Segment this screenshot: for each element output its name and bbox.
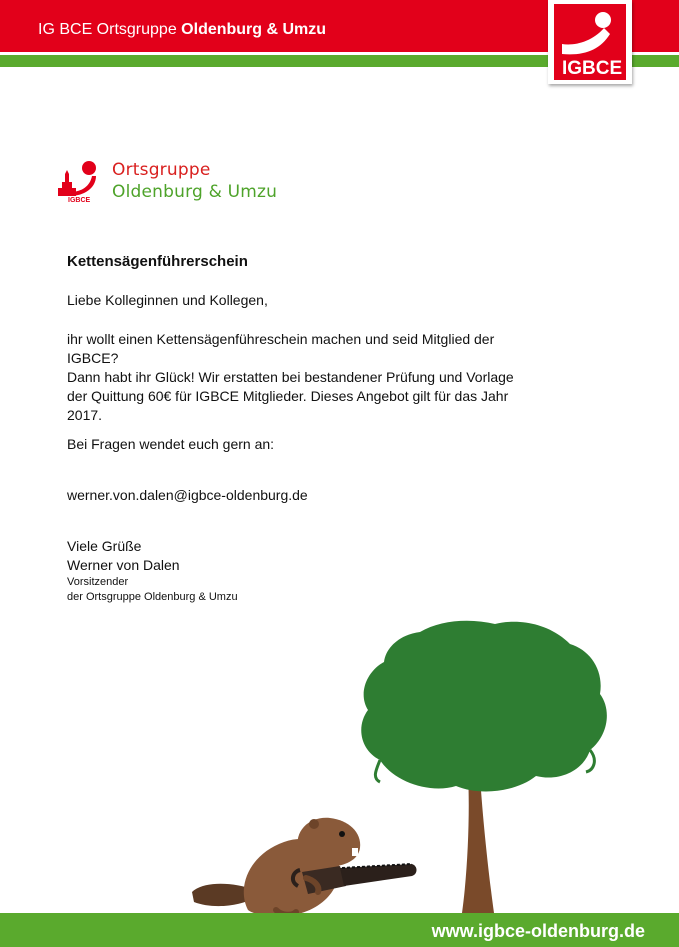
letter-greeting: Liebe Kolleginnen und Kollegen, — [67, 292, 268, 308]
letter-line: ihr wollt einen Kettensägenführeschein machen und seid Mitglied der — [67, 331, 495, 347]
local-group-logo — [56, 158, 296, 208]
letter-questions: Bei Fragen wendet euch gern an: — [67, 436, 275, 452]
closing-text: Viele Grüße — [67, 538, 142, 554]
illustration — [180, 610, 620, 920]
local-group-name-line1: Ortsgruppe — [112, 160, 211, 180]
letter-line: 2017. — [67, 407, 103, 423]
header-title-prefix: IG BCE Ortsgruppe — [38, 21, 177, 38]
signer-name: Werner von Dalen — [67, 557, 180, 573]
letter-line: IGBCE? — [67, 350, 119, 366]
letter-heading: Kettensägenführerschein — [67, 253, 248, 270]
igbce-logo — [548, 0, 632, 84]
letter-line: Dann habt ihr Glück! Wir erstatten bei bestandener Prüfung und Vorlage — [67, 369, 514, 385]
local-group-mark-icon — [56, 158, 108, 204]
signer-role: Vorsitzender — [67, 576, 129, 588]
signer-group: der Ortsgruppe Oldenburg & Umzu — [67, 591, 238, 603]
igbce-logo-text: IGBCE — [562, 58, 623, 79]
footer-website-link[interactable]: www.igbce-oldenburg.de — [431, 921, 645, 941]
letter-paragraph — [67, 330, 527, 425]
local-group-mark-text: IGBCE — [68, 197, 91, 204]
beaver-icon — [192, 818, 417, 916]
letter-body — [67, 252, 527, 605]
letter-line: der Quittung 60€ für IGBCE Mitglieder. Dieses Angebot gilt für das Jahr — [67, 388, 509, 404]
igbce-logo-icon — [548, 0, 632, 84]
contact-email: werner.von.dalen@igbce-oldenburg.de — [67, 487, 308, 503]
local-group-name-line2: Oldenburg & Umzu — [112, 182, 278, 202]
tree-beaver-illustration — [180, 610, 620, 920]
header-title — [38, 21, 326, 39]
footer-bar — [0, 913, 679, 947]
letter-closing — [67, 537, 527, 605]
header-title-bold: Oldenburg & Umzu — [181, 21, 327, 38]
